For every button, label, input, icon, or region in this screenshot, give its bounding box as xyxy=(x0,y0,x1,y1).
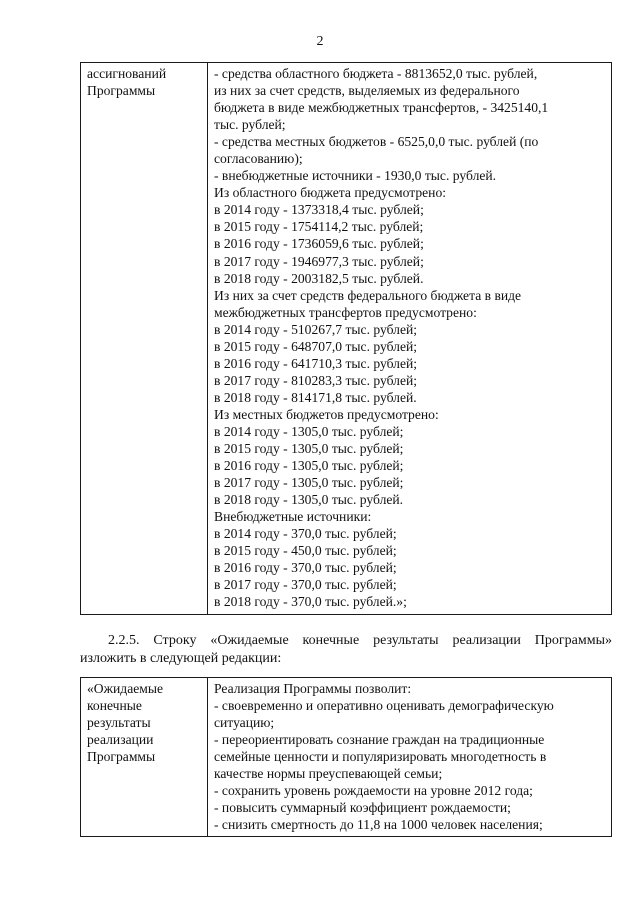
row-content-cell xyxy=(208,678,612,837)
content-line: семейные ценности и популяризировать многодетность в xyxy=(214,749,547,765)
content-line: - снизить смертность до 11,8 на 1000 человек населения; xyxy=(214,817,543,833)
content-line: Из областного бюджета предусмотрено: xyxy=(214,185,447,201)
amendment-paragraph xyxy=(80,632,612,668)
content-line: ситуацию; xyxy=(214,715,275,731)
row-label-cell xyxy=(81,63,208,615)
content-line: в 2017 году - 810283,3 тыс. рублей; xyxy=(214,372,418,388)
expected-results-table xyxy=(80,677,612,837)
row-label-line: «Ожидаемые xyxy=(87,681,164,696)
content-line: Из них за счет средств федерального бюджета в виде xyxy=(214,287,522,303)
content-line: - средства областного бюджета - 8813652,0 тыс. рублей, xyxy=(214,66,538,81)
content-line: в 2014 году - 1305,0 тыс. рублей; xyxy=(214,423,404,439)
row-label-cell xyxy=(81,678,208,837)
content-line: в 2014 году - 510267,7 тыс. рублей; xyxy=(214,321,418,337)
content-line: в 2015 году - 648707,0 тыс. рублей; xyxy=(214,338,418,354)
content-line: в 2015 году - 450,0 тыс. рублей; xyxy=(214,543,397,559)
content-line: в 2017 году - 1305,0 тыс. рублей; xyxy=(214,475,404,491)
paragraph-line: 2.2.5. Строку «Ожидаемые конечные результаты реализации Программы» xyxy=(108,633,612,648)
funding-table xyxy=(80,62,612,615)
content-line: - внебюджетные источники - 1930,0 тыс. рублей. xyxy=(214,168,497,184)
row-content-cell xyxy=(208,63,612,615)
content-line: в 2018 году - 370,0 тыс. рублей.»; xyxy=(214,594,407,610)
row-label-line: Программы xyxy=(87,83,156,99)
row-label-line: конечные xyxy=(87,698,142,714)
content-line: в 2016 году - 370,0 тыс. рублей; xyxy=(214,560,397,576)
row-label-line: Программы xyxy=(87,749,156,765)
content-line: межбюджетных трансфертов предусмотрено: xyxy=(214,304,477,320)
content-line: в 2016 году - 641710,3 тыс. рублей; xyxy=(214,355,418,371)
content-line: в 2017 году - 370,0 тыс. рублей; xyxy=(214,577,397,593)
content-line: - средства местных бюджетов - 6525,0,0 тыс. рублей (по xyxy=(214,134,539,150)
row-label-line: реализации xyxy=(87,732,154,748)
content-line: в 2018 году - 2003182,5 тыс. рублей. xyxy=(214,270,424,286)
row-label-line: результаты xyxy=(87,715,151,731)
content-line: в 2016 году - 1736059,6 тыс. рублей; xyxy=(214,236,424,252)
content-line: в 2015 году - 1305,0 тыс. рублей; xyxy=(214,441,404,457)
table-row xyxy=(81,63,612,615)
row-label-line: ассигнований xyxy=(87,66,167,81)
content-line: - своевременно и оперативно оценивать демографическую xyxy=(214,698,554,714)
content-line: - повысить суммарный коэффициент рождаемости; xyxy=(214,800,511,816)
content-line: в 2018 году - 1305,0 тыс. рублей. xyxy=(214,492,404,508)
content-line: в 2014 году - 1373318,4 тыс. рублей; xyxy=(214,202,424,218)
table-row xyxy=(81,678,612,837)
content-line: в 2014 году - 370,0 тыс. рублей; xyxy=(214,526,397,542)
content-line: в 2015 году - 1754114,2 тыс. рублей; xyxy=(214,219,424,235)
paragraph-line: изложить в следующей редакции: xyxy=(80,651,282,666)
page-number: 2 xyxy=(316,34,324,49)
content-line: в 2016 году - 1305,0 тыс. рублей; xyxy=(214,458,404,474)
content-line: Внебюджетные источники: xyxy=(214,509,372,525)
content-line: качестве нормы преуспевающей семьи; xyxy=(214,766,443,782)
content-line: в 2018 году - 814171,8 тыс. рублей. xyxy=(214,389,417,405)
content-line: согласованию); xyxy=(214,151,303,167)
content-line: Из местных бюджетов предусмотрено: xyxy=(214,406,439,422)
content-line: тыс. рублей; xyxy=(214,117,286,133)
content-line: - переориентировать сознание граждан на традиционные xyxy=(214,732,545,748)
content-line: бюджета в виде межбюджетных трансфертов, - 3425140,1 xyxy=(214,100,549,116)
content-line: Реализация Программы позволит: xyxy=(214,681,412,696)
content-line: в 2017 году - 1946977,3 тыс. рублей; xyxy=(214,253,424,269)
content-line: - сохранить уровень рождаемости на уровне 2012 года; xyxy=(214,783,533,799)
content-line: из них за счет средств, выделяемых из федерального xyxy=(214,83,520,99)
